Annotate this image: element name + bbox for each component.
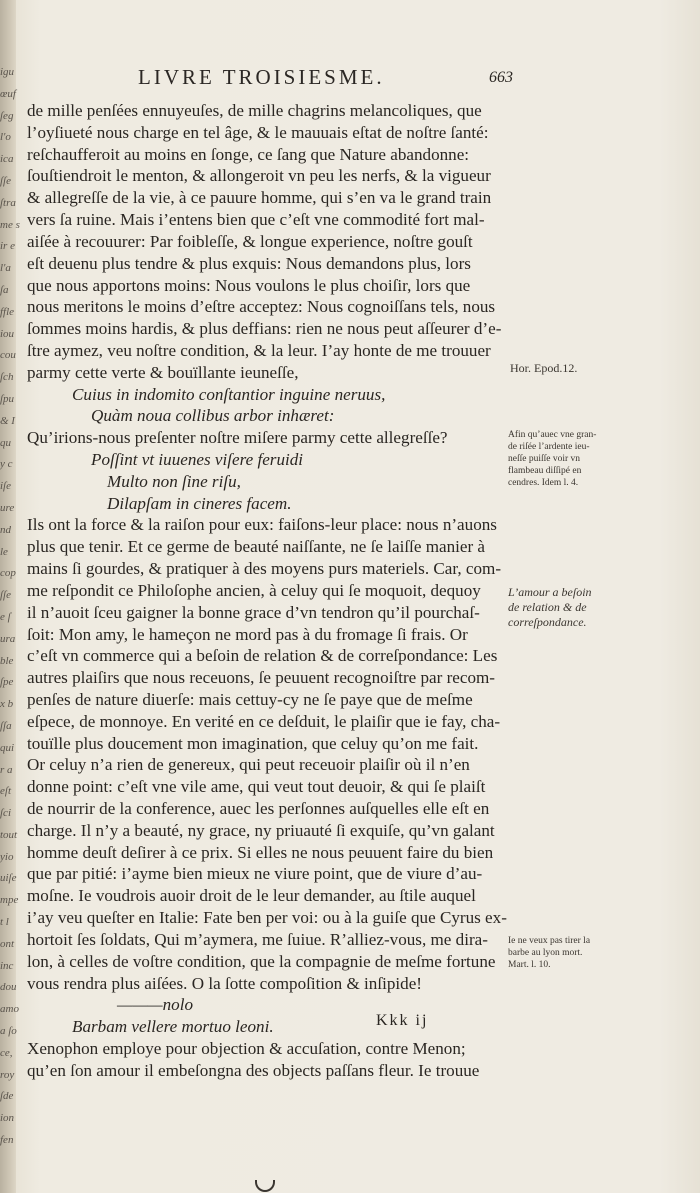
bleed-fragment: ſa xyxy=(0,283,9,296)
quote-line: ———nolo xyxy=(117,995,193,1015)
text-line: il n’auoit ſceu gaigner la bonne grace d’vn tendron qu’il pourchaſ- xyxy=(27,602,480,622)
bleed-fragment: ſde xyxy=(0,1090,14,1103)
bleed-fragment: ſtra xyxy=(0,196,16,209)
text-line: Xenophon employe pour objection & accuſation, contre Menon; xyxy=(27,1038,466,1058)
text-line: penſes de nature diuerſe: mais cettuy-cy ne ſe paye que de meſme xyxy=(27,689,473,709)
bleed-fragment: ion xyxy=(0,1112,15,1125)
margin-note-line: neſſe puiſſe voir vn xyxy=(508,454,581,464)
text-line: hortoit ſes ſoldats, Qui m’aymera, me ſuiue. R’alliez-vous, me dira- xyxy=(27,929,488,949)
margin-note-line: Ie ne veux pas tirer la xyxy=(508,936,591,946)
bleed-fragment: ica xyxy=(0,153,14,166)
bleed-fragment: l'a xyxy=(0,262,11,275)
text-line: de mille penſées ennuyeuſes, de mille chagrins melancoliques, que xyxy=(27,101,482,120)
text-line: mains ſi gourdes, & pratiquer à des moyens purs materiels. Car, com- xyxy=(27,559,502,579)
bleed-fragment: mpe xyxy=(0,894,19,907)
text-line: nous meritons le moins d’eſtre acceptez: Nous cognoiſſans tels, nous xyxy=(27,297,496,317)
bleed-fragment: ſſe xyxy=(0,589,11,602)
text-line: moſne. Ie voudrois auoir droit de le leur demander, au ſtile auquel xyxy=(27,886,476,906)
bleed-fragment: ſſe xyxy=(0,174,11,187)
margin-note-line: Hor. Epod.12. xyxy=(510,361,578,375)
bleed-fragment: a ſo xyxy=(0,1025,17,1038)
text-line: Or celuy n’a rien de genereux, qui peut receuoir plaiſir où il n’en xyxy=(27,755,470,775)
quote-line: Multo non ſine riſu, xyxy=(107,471,241,491)
margin-note-line: Mart. l. 10. xyxy=(508,960,551,970)
text-line: c’eſt vn commerce qui a beſoin de relation & de correſpondance: Les xyxy=(27,646,498,666)
running-title: LIVRE TROISIESME. xyxy=(138,65,385,89)
bleed-fragment: qui xyxy=(0,741,15,754)
bleed-fragment: r a xyxy=(0,763,13,776)
margin-note-line: cendres. Idem l. 4. xyxy=(508,478,579,488)
catchword: Kkk ij xyxy=(376,1012,429,1029)
bleed-fragment: le xyxy=(0,545,8,558)
margin-note-line: barbe au lyon mort. xyxy=(508,948,583,958)
bleed-fragment: eſt xyxy=(0,785,11,798)
text-line: autres plaiſirs que nous receuons, ſe peuuent recognoiſtre par recom- xyxy=(27,668,495,688)
margin-note-asin xyxy=(508,429,618,489)
text-line: eſt deuenu plus tendre & plus exquis: Nous demandons plus, lors xyxy=(27,253,471,273)
bleed-fragment: ſpe xyxy=(0,676,14,689)
quote-line: Barbam vellere mortuo leoni. xyxy=(72,1017,274,1037)
bleed-fragment: iſe xyxy=(0,480,11,493)
page-number: 663 xyxy=(489,69,513,86)
bleed-fragment: ſch xyxy=(0,371,14,384)
binding-mark xyxy=(255,1180,275,1192)
bleed-fragment: ir e xyxy=(0,240,15,253)
text-line: & allegreſſe de la vie, à ce pauure homme, qui s’en va le grand train xyxy=(27,188,492,208)
text-line: que par pitié: i’ayme bien mieux ne viure point, que de viure d’au- xyxy=(27,864,483,884)
bleed-fragment: l'o xyxy=(0,131,11,144)
bleed-fragment: y c xyxy=(0,458,13,471)
text-line: me reſpondit ce Philoſophe ancien, à celuy qui ſe moquoit, dequoy xyxy=(27,580,481,600)
bleed-fragment: & I xyxy=(0,414,15,427)
bleed-fragment: cop xyxy=(0,567,16,580)
margin-note-amour xyxy=(508,585,628,630)
bleed-fragment: ſeg xyxy=(0,109,14,122)
bleed-fragment: ffle xyxy=(0,305,15,318)
bleed-fragment: iou xyxy=(0,327,15,340)
margin-note-line: L’amour a beſoin xyxy=(508,585,592,599)
bleed-fragment: dou xyxy=(0,981,17,994)
text-line: homme deuſt deſirer à ce prix. Si elles ne nous peuuent faire du bien xyxy=(27,842,494,862)
quote-line: Quàm noua collibus arbor inhæret: xyxy=(91,406,335,426)
text-line: l’oyſiueté nous charge en tel âge, & le mauuais eſtat de noſtre ſanté: xyxy=(27,122,489,142)
text-line: aiſée à recouurer: Par foibleſſe, & longue experience, noſtre gouſt xyxy=(27,231,473,251)
text-line: Qu’irions-nous preſenter noſtre miſere parmy cette allegreſſe? xyxy=(27,428,448,448)
bleed-fragment: œuf xyxy=(0,87,16,100)
margin-note-line: Afin qu’auec vne gran- xyxy=(508,430,597,440)
text-line: donne point: c’eſt vne vile ame, qui veut tout deuoir, & qui ſe plaiſt xyxy=(27,777,486,797)
margin-note-line: de relation & de xyxy=(508,600,587,614)
text-line: plus que tenir. Et ce germe de beauté naiſſante, ne ſe laiſſe manier à xyxy=(27,537,486,557)
bleed-fragment: roy xyxy=(0,1068,15,1081)
bleed-fragment: ſpu xyxy=(0,392,15,405)
margin-note-line: correſpondance. xyxy=(508,615,587,629)
page-header xyxy=(118,63,513,93)
text-line: eſpece, de monnoye. En verité en ce deſduit, le plaiſir que ie fay, cha- xyxy=(27,711,501,731)
text-line: reſchaufferoit au moins en ſonge, ce ſang que Nature abandonne: xyxy=(27,144,470,164)
text-line: parmy cette verte & bouïllante ieuneſſe, xyxy=(27,362,299,382)
quote-line: Dilapſam in cineres facem. xyxy=(107,493,292,513)
bleed-fragment: e ſ xyxy=(0,610,11,623)
text-line: i’ay veu queſter en Italie: Fate ben per voi: ou à la guiſe que Cyrus ex- xyxy=(27,908,507,928)
text-line: qu’en ſon amour il embeſongna des objects paſſans fleur. Ie trouue xyxy=(27,1060,480,1080)
margin-note-horace xyxy=(510,362,577,374)
bleed-fragment: fen xyxy=(0,1134,14,1147)
quote-line: Cuius in indomito conſtantior inguine neruus, xyxy=(72,384,386,404)
facing-page-bleed xyxy=(0,62,20,1147)
bleed-fragment: ure xyxy=(0,501,15,514)
bleed-fragment: t l xyxy=(0,916,9,929)
text-line: vers ſa ruine. Mais i’entens bien que c’eſt vne commodité fort mal- xyxy=(27,210,485,230)
text-line: que nous apportons moins: Nous voulons le plus choiſir, lors que xyxy=(27,275,471,295)
bleed-fragment: ſci xyxy=(0,807,11,820)
text-line: ſouſtiendroit le menton, & allongeroit vn peu les nerfs, & la vigueur xyxy=(27,166,491,186)
bleed-fragment: igu xyxy=(0,66,15,78)
bleed-fragment: amo xyxy=(0,1003,19,1016)
bleed-fragment: nd xyxy=(0,523,11,536)
bleed-fragment: inc xyxy=(0,959,14,972)
margin-note-line: flambeau diſſipé en xyxy=(508,466,582,476)
bleed-fragment: ura xyxy=(0,632,16,645)
quote-line: Poſſint vt iuuenes viſere feruidi xyxy=(91,450,304,469)
text-line: vous rendra plus aiſées. O la ſotte compoſition & inſipide! xyxy=(27,973,422,993)
bleed-fragment: tout xyxy=(0,828,18,841)
bleed-fragment: ont xyxy=(0,937,15,950)
text-line: touïlle plus doucement mon imagination, que celuy qu’on me fait. xyxy=(27,733,479,753)
bleed-fragment: yio xyxy=(0,850,14,863)
bleed-fragment: ſſa xyxy=(0,719,12,732)
bleed-fragment: cou xyxy=(0,349,16,362)
margin-note-ieneveux xyxy=(508,935,628,971)
bleed-fragment: uiſe xyxy=(0,872,17,885)
bleed-fragment: me s xyxy=(0,218,20,231)
text-line: de nourrir de la conference, auec les perſonnes auſquelles elle eſt en xyxy=(27,799,490,818)
text-line: Ils ont la force & la raiſon pour eux: faiſons-leur place: nous n’auons xyxy=(27,515,497,535)
text-line: ſoit: Mon amy, le hameçon ne mord pas à du fromage ſi frais. Or xyxy=(27,624,468,644)
bleed-fragment: qu xyxy=(0,436,11,449)
body-text xyxy=(27,100,505,1082)
text-line: lon, à celles de voſtre condition, que la compagnie de meſme fortune xyxy=(27,951,496,971)
bleed-fragment: x b xyxy=(0,698,14,711)
bleed-fragment: ce, xyxy=(0,1046,13,1059)
text-line: ſtre aymez, veu noſtre condition, & la leur. I’ay honte de me trouuer xyxy=(27,340,491,360)
text-line: ſommes moins hardis, & plus deffians: rien ne nous peut aſſeurer d’e- xyxy=(27,319,502,339)
text-line: charge. Il n’y a beauté, ny grace, ny priuauté ſi exquiſe, qu’vn galant xyxy=(27,820,495,840)
margin-note-line: de riſée l’ardente ieu- xyxy=(508,442,590,452)
bleed-fragment: ble xyxy=(0,654,14,667)
